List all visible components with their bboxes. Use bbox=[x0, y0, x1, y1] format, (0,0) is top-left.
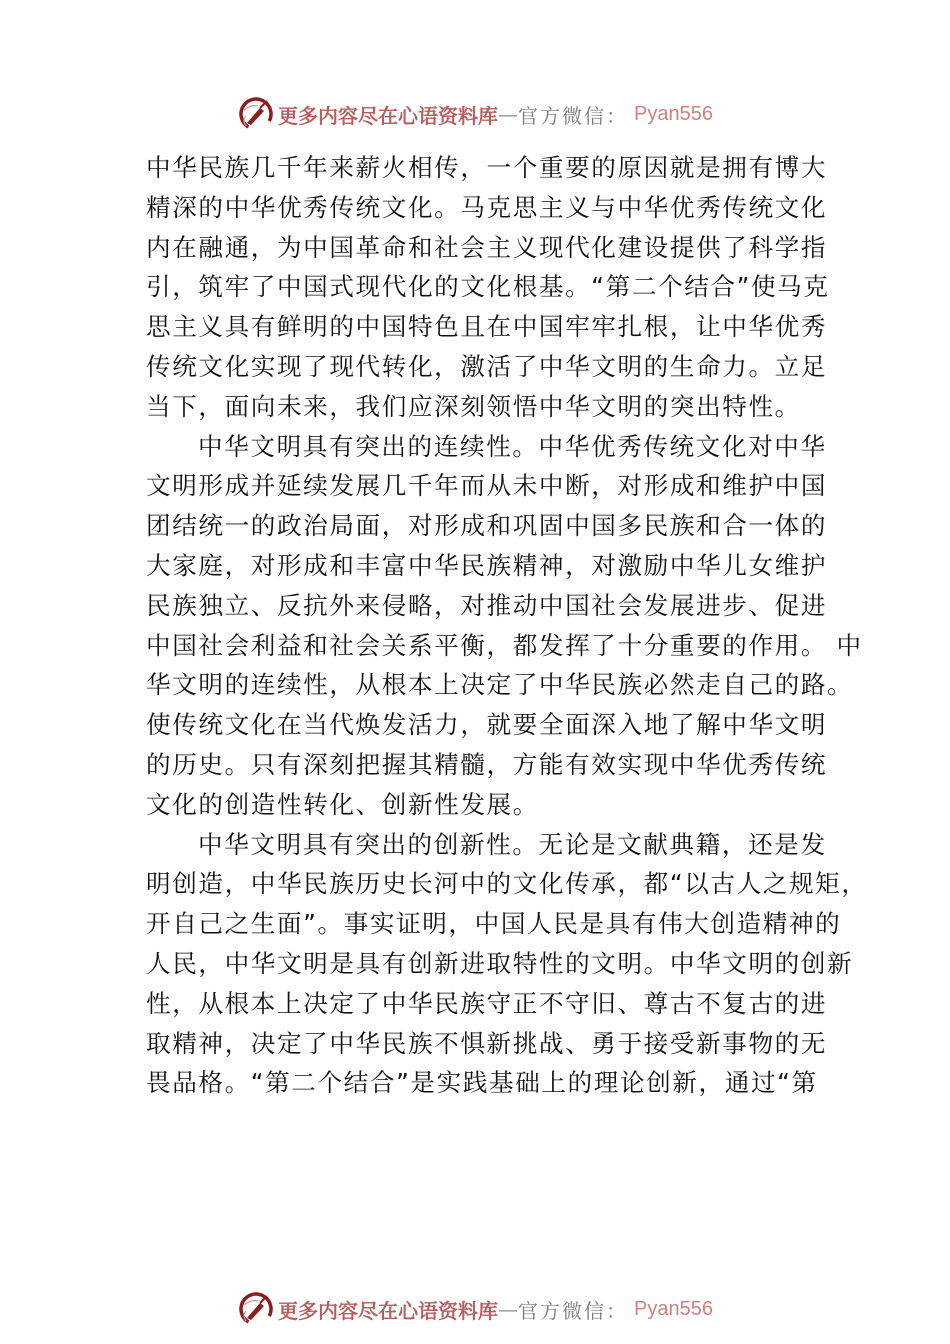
document-body bbox=[146, 148, 868, 1103]
quill-pen-icon bbox=[238, 96, 274, 132]
text-line: 大家庭，对形成和丰富中华民族精神，对激励中华儿女维护 bbox=[146, 550, 828, 580]
text-line: 当下，面向未来，我们应深刻领悟中华文明的突出特性。 bbox=[146, 391, 801, 421]
text-line: 引，筑牢了中国式现代化的文化根基。“第二个结合”使马克 bbox=[146, 272, 830, 302]
paragraph-innovation bbox=[146, 825, 868, 1104]
banner-main-text: 更多内容尽在心语资料库 bbox=[278, 103, 498, 128]
text-line: 使传统文化在当代焕发活力，就要全面深入地了解中华文明 bbox=[146, 710, 828, 740]
banner-separator: — bbox=[498, 102, 518, 126]
text-line: 畏品格。“第二个结合”是实践基础上的理论创新，通过“第 bbox=[146, 1068, 818, 1098]
text-line: 团结统一的政治局面，对形成和巩固中国多民族和合一体的 bbox=[146, 511, 828, 541]
text-line: 民族独立、反抗外来侵略，对推动中国社会发展进步、促进 bbox=[146, 590, 828, 620]
banner-wechat-label: 官方微信： bbox=[518, 103, 628, 128]
banner-main-text: 更多内容尽在心语资料库 bbox=[278, 1298, 498, 1323]
quill-pen-icon bbox=[238, 1291, 274, 1327]
text-line: 中国社会利益和社会关系平衡，都发挥了十分重要的作用。 中 bbox=[146, 630, 863, 660]
text-line: 华文明的连续性，从根本上决定了中华民族必然走自己的路。 bbox=[146, 670, 854, 700]
text-line: 中华文明具有突出的连续性。中华优秀传统文化对中华 bbox=[198, 431, 827, 461]
banner-wechat-label: 官方微信： bbox=[518, 1298, 628, 1323]
text-line: 中华文明具有突出的创新性。无论是文献典籍，还是发 bbox=[198, 829, 827, 859]
text-line: 开自己之生面”。事实证明，中国人民是具有伟大创造精神的 bbox=[146, 909, 842, 939]
paragraph-continuity bbox=[146, 427, 863, 825]
footer-banner bbox=[238, 1289, 713, 1329]
text-line: 文化的创造性转化、创新性发展。 bbox=[146, 789, 539, 819]
text-line: 思主义具有鲜明的中国特色且在中国牢牢扎根，让中华优秀 bbox=[146, 312, 828, 342]
text-line: 中华民族几千年来薪火相传，一个重要的原因就是拥有博大 bbox=[146, 153, 828, 182]
text-line: 精深的中华优秀传统文化。马克思主义与中华优秀传统文化 bbox=[146, 192, 828, 222]
text-line: 传统文化实现了现代转化，激活了中华文明的生命力。立足 bbox=[146, 351, 828, 381]
banner-wechat-id: Pyan556 bbox=[634, 102, 713, 125]
text-line: 明创造，中华民族历史长河中的文化传承，都“以古人之规矩， bbox=[146, 869, 868, 899]
banner-wechat-id: Pyan556 bbox=[634, 1297, 713, 1320]
text-line: 文明形成并延续发展几千年而从未中断，对形成和维护中国 bbox=[146, 471, 828, 501]
text-line: 的历史。只有深刻把握其精髓，方能有效实现中华优秀传统 bbox=[146, 749, 828, 779]
header-banner bbox=[238, 94, 713, 134]
banner-separator: — bbox=[498, 1297, 518, 1321]
text-line: 取精神，决定了中华民族不惧新挑战、勇于接受新事物的无 bbox=[146, 1028, 828, 1058]
text-line: 内在融通，为中国革命和社会主义现代化建设提供了科学指 bbox=[146, 232, 828, 262]
text-line: 人民，中华文明是具有创新进取特性的文明。中华文明的创新 bbox=[146, 948, 854, 978]
paragraph-intro bbox=[146, 148, 830, 427]
text-line: 性，从根本上决定了中华民族守正不守旧、尊古不复古的进 bbox=[146, 988, 828, 1018]
